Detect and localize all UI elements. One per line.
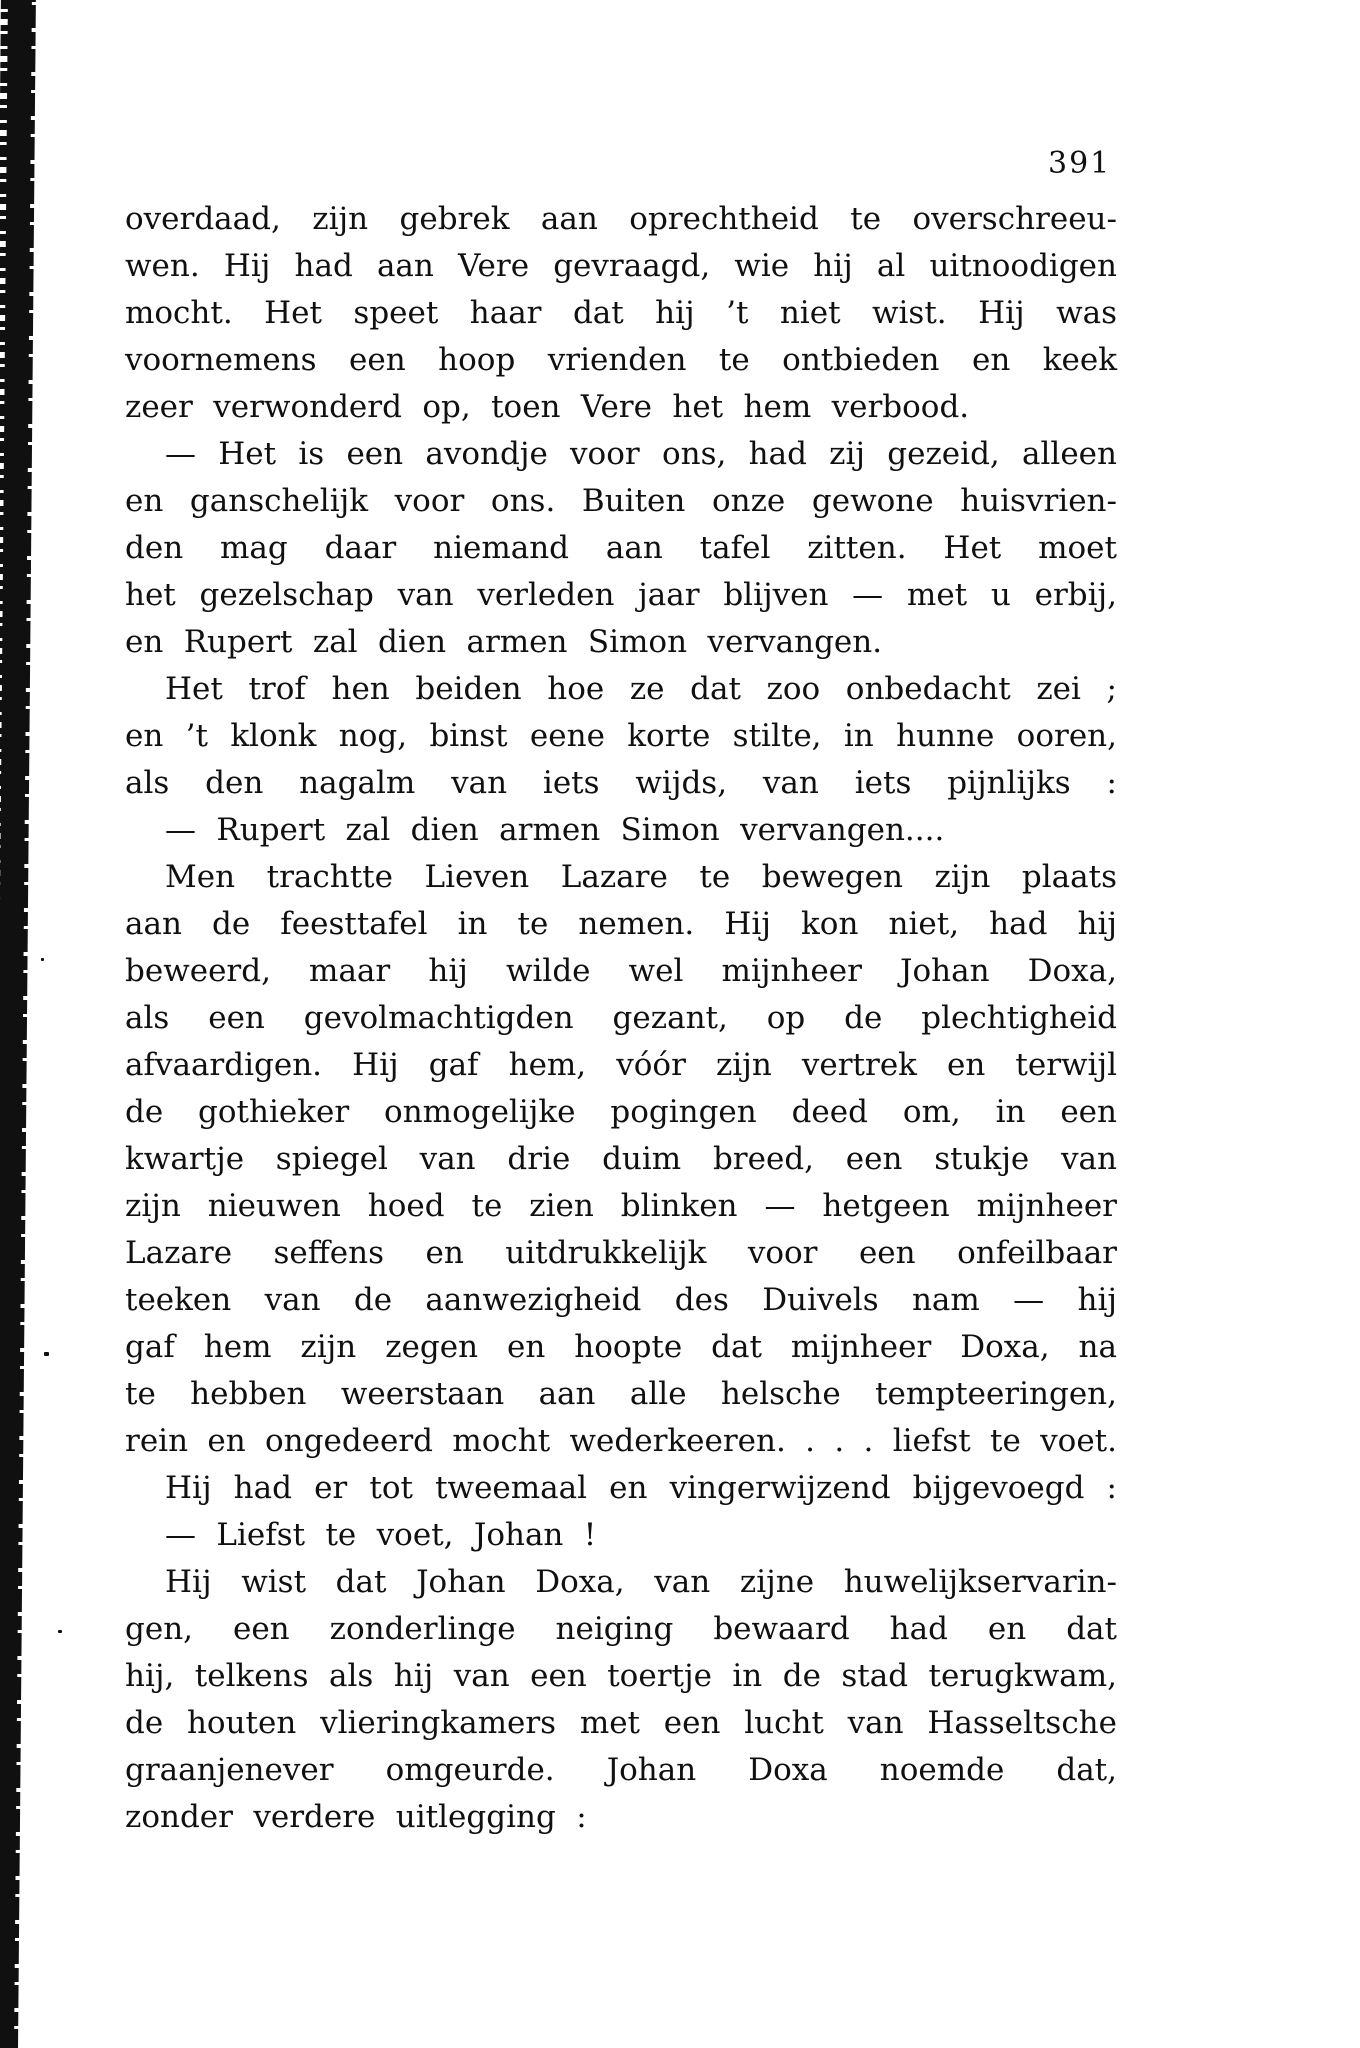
binding-shadow-band xyxy=(0,0,32,2048)
text-line: Men trachtte Lieven Lazare te bewegen zijn plaats xyxy=(165,859,1117,895)
text-line: als den nagalm van iets wijds, van iets pijnlijks : xyxy=(125,765,1117,801)
text-line: afvaardigen. Hij gaf hem, vóór zijn vertrek en terwijl xyxy=(125,1047,1117,1083)
text-line: mocht. Het speet haar dat hij ’t niet wist. Hij was xyxy=(125,295,1117,331)
text-line: wen. Hij had aan Vere gevraagd, wie hij al uitnoodigen xyxy=(125,248,1117,284)
scan-speck xyxy=(41,958,44,961)
text-line: zonder verdere uitlegging : xyxy=(125,1799,587,1835)
page-number: 391 xyxy=(1048,146,1112,181)
body-text xyxy=(125,196,1117,1841)
text-line: beweerd, maar hij wilde wel mijnheer Johan Doxa, xyxy=(125,953,1117,989)
text-line: hij, telkens als hij van een toertje in de stad terugkwam, xyxy=(125,1658,1117,1694)
text-line: en Rupert zal dien armen Simon vervangen. xyxy=(125,624,883,660)
text-line: — Het is een avondje voor ons, had zij gezeid, alleen xyxy=(165,436,1117,472)
text-line: Hij had er tot tweemaal en vingerwijzend bijgevoegd : xyxy=(165,1470,1117,1506)
text-line: kwartje spiegel van drie duim breed, een stukje van xyxy=(125,1141,1117,1177)
text-line: de gothieker onmogelijke pogingen deed om, in een xyxy=(125,1094,1117,1130)
text-line: teeken van de aanwezigheid des Duivels nam — hij xyxy=(125,1282,1117,1318)
text-line: gen, een zonderlinge neiging bewaard had en dat xyxy=(125,1611,1117,1647)
text-line: aan de feesttafel in te nemen. Hij kon niet, had hij xyxy=(125,906,1117,942)
text-line: gaf hem zijn zegen en hoopte dat mijnheer Doxa, na xyxy=(125,1329,1117,1365)
text-line: de houten vlieringkamers met een lucht van Hasseltsche xyxy=(125,1705,1117,1741)
text-line: Lazare seffens en uitdrukkelijk voor een onfeilbaar xyxy=(125,1235,1117,1271)
text-line: rein en ongedeerd mocht wederkeeren. . . . liefst te voet. xyxy=(125,1423,1117,1459)
scan-speck xyxy=(58,1630,62,1633)
scan-speck xyxy=(44,1352,49,1356)
text-line: Hij wist dat Johan Doxa, van zijne huwelijkservarin- xyxy=(165,1564,1117,1600)
text-line: graanjenever omgeurde. Johan Doxa noemde dat, xyxy=(125,1752,1117,1788)
text-line: en ’t klonk nog, binst eene korte stilte, in hunne ooren, xyxy=(125,718,1117,754)
text-line: het gezelschap van verleden jaar blijven — met u erbij, xyxy=(125,577,1117,613)
text-line: zijn nieuwen hoed te zien blinken — hetgeen mijnheer xyxy=(125,1188,1117,1224)
text-line: den mag daar niemand aan tafel zitten. Het moet xyxy=(125,530,1117,566)
text-line: zeer verwonderd op, toen Vere het hem verbood. xyxy=(125,389,970,425)
text-line: overdaad, zijn gebrek aan oprechtheid te overschreeu- xyxy=(125,201,1117,237)
text-line: — Liefst te voet, Johan ! xyxy=(165,1517,597,1553)
text-line: als een gevolmachtigden gezant, op de plechtigheid xyxy=(125,1000,1117,1036)
text-line: Het trof hen beiden hoe ze dat zoo onbedacht zei ; xyxy=(165,671,1117,707)
text-line: voornemens een hoop vrienden te ontbieden en keek xyxy=(125,342,1117,378)
text-line: en ganschelijk voor ons. Buiten onze gewone huisvrien- xyxy=(125,483,1117,519)
text-line: — Rupert zal dien armen Simon vervangen.... xyxy=(165,812,945,848)
text-line: te hebben weerstaan aan alle helsche tempteeringen, xyxy=(125,1376,1117,1412)
